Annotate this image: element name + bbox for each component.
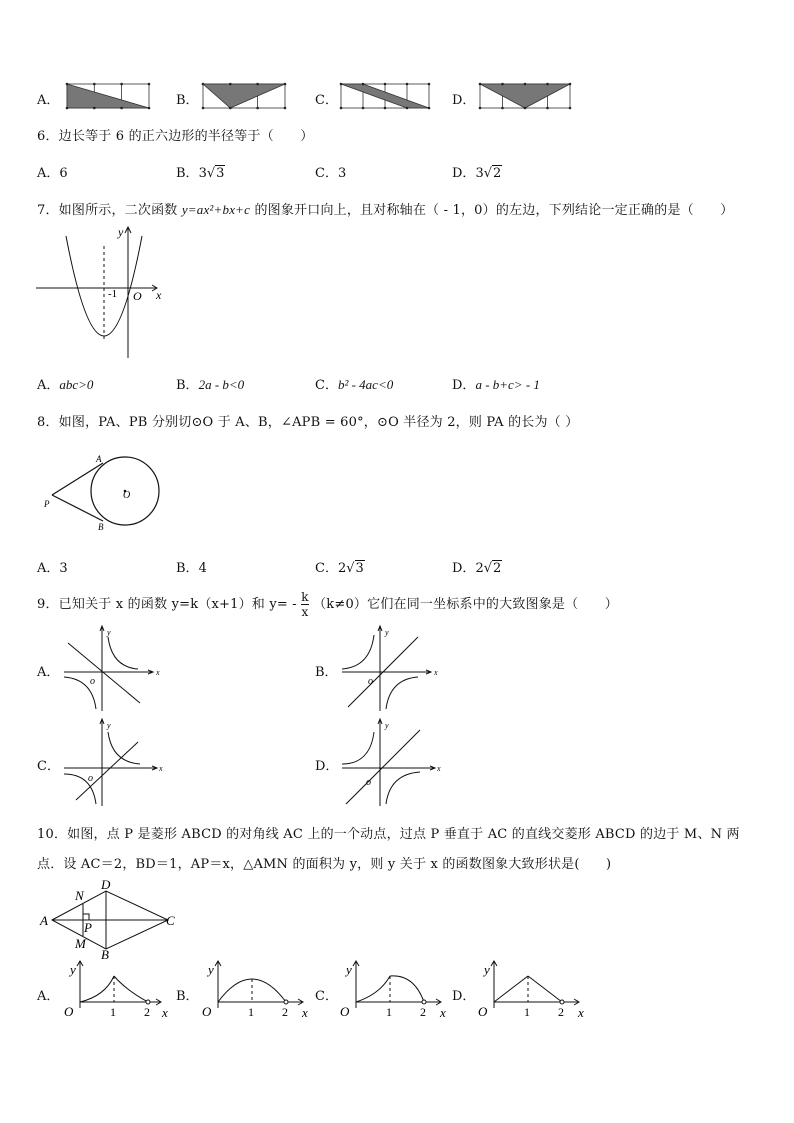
q10-b-origin-label: O — [202, 1004, 212, 1019]
q8-option-c-coef: 2 — [337, 561, 347, 576]
q10-d-tick-1: 1 — [524, 1005, 530, 1019]
q9-text-pre: 9．已知关于 x 的函数 y=k（x+1）和 y= - — [37, 597, 297, 612]
q7-option-c[interactable] — [315, 374, 393, 393]
q6-question-text: 6．边长等于 6 的正六边形的半径等于（ ） — [37, 129, 314, 144]
q10-a-tick-1: 1 — [110, 1005, 116, 1019]
q10-option-a-graph — [60, 958, 180, 1020]
q9-a-x-label: x — [156, 668, 160, 677]
q10-point-b-label: B — [101, 947, 109, 962]
q6-option-d-radicand: 2 — [493, 166, 502, 181]
q10-c-y-label: y — [346, 962, 352, 977]
q8-option-a[interactable] — [37, 557, 68, 576]
q6-option-b-coef: 3 — [198, 166, 207, 181]
q10-c-x-label: x — [440, 1005, 446, 1020]
q7-parabola-graph — [36, 224, 166, 360]
q8-tangent-circle-figure — [40, 450, 165, 535]
q9-option-d-label[interactable]: D． — [315, 759, 339, 774]
q6-option-d-label: D． — [452, 166, 476, 181]
q9-option-b-graph — [338, 625, 448, 715]
q8-option-d[interactable] — [452, 557, 502, 576]
q10-point-m-label: M — [75, 936, 86, 951]
q9-fraction-numerator: k — [301, 590, 309, 604]
q10-point-a-label: A — [40, 913, 48, 928]
q7-option-b-label: B． — [176, 378, 199, 393]
sqrt-icon: √2 — [483, 166, 502, 181]
q7-option-c-label: C． — [315, 378, 338, 393]
q5-option-a-figure — [66, 83, 152, 111]
q8-point-p-label: P — [44, 499, 50, 509]
q7-function: y=ax²+bx+c — [181, 202, 251, 217]
q9-fraction — [301, 590, 308, 619]
q9-option-d-graph — [338, 718, 448, 808]
q7-minus-one-label: -1 — [108, 288, 118, 300]
sqrt-icon: √3 — [346, 561, 364, 576]
q7-option-b[interactable] — [176, 374, 244, 393]
q8-option-b-label: B． — [176, 561, 199, 576]
q9-d-origin-label: o — [366, 777, 371, 788]
q9-question-text — [37, 590, 618, 619]
q10-c-tick-2: 2 — [420, 1005, 426, 1019]
q10-c-origin-label: O — [340, 1004, 350, 1019]
q10-option-d-label[interactable]: D． — [452, 989, 476, 1004]
q10-point-c-label: C — [166, 913, 175, 928]
q9-option-c-label[interactable]: C． — [37, 759, 60, 774]
q10-question-line-2: 点．设 AC＝2，BD＝1，AP＝x，△AMN 的面积为 y，则 y 关于 x 的函数图象大致形状是( ) — [37, 857, 612, 872]
q9-b-y-label: y — [385, 628, 389, 637]
q9-d-x-label: x — [437, 764, 441, 773]
q7-option-b-value: 2a - b<0 — [198, 377, 245, 392]
q10-b-y-label: y — [208, 962, 214, 977]
q10-d-tick-2: 2 — [558, 1005, 564, 1019]
q6-option-c-label: C． — [315, 166, 338, 181]
q8-option-c-label: C． — [315, 561, 338, 576]
q9-fraction-denominator: x — [301, 605, 309, 619]
q9-c-x-label: x — [159, 764, 163, 773]
q8-option-a-label: A． — [37, 561, 60, 576]
q10-option-b-graph — [198, 958, 318, 1020]
q9-a-origin-label: o — [90, 676, 95, 687]
q10-c-tick-1: 1 — [386, 1005, 392, 1019]
q7-text-pre: 7．如图所示，二次函数 — [37, 203, 182, 218]
q10-point-d-label: D — [101, 877, 111, 892]
q9-c-origin-label: o — [88, 773, 93, 784]
q9-text-post: （k≠0）它们在同一坐标系中的大致图象是（ ） — [313, 597, 618, 612]
q6-option-b-radicand: 3 — [216, 166, 225, 181]
q10-b-x-label: x — [302, 1005, 308, 1020]
q9-d-y-label: y — [385, 721, 389, 730]
q10-option-b-label[interactable]: B． — [176, 989, 199, 1004]
q7-y-axis-label: y — [118, 225, 124, 239]
q7-x-axis-label: x — [156, 288, 162, 302]
q8-option-b[interactable] — [176, 557, 207, 576]
q8-question-text: 8．如图，PA、PB 分别切⊙O 于 A、B，∠APB = 60°，⊙O 半径为 2，则 PA 的长为（ ） — [37, 415, 579, 430]
q6-option-d-coef: 3 — [475, 166, 484, 181]
q9-option-b-label[interactable]: B． — [315, 665, 338, 680]
q8-option-c[interactable] — [315, 557, 365, 576]
q10-question-line-1: 10．如图，点 P 是菱形 ABCD 的对角线 AC 上的一个动点，过点 P 垂直于 AC 的直线交菱形 ABCD 的边于 M、N 两 — [37, 827, 740, 842]
q9-option-a-graph — [60, 625, 170, 715]
q5-option-c-figure — [340, 83, 432, 111]
q6-option-a[interactable] — [37, 162, 68, 181]
q6-option-b-label: B． — [176, 166, 199, 181]
q10-option-d-graph — [474, 958, 594, 1020]
q9-option-c-graph — [60, 718, 170, 808]
q7-option-d[interactable] — [452, 374, 540, 393]
q10-rhombus-figure — [38, 876, 183, 962]
q10-a-origin-label: O — [64, 1004, 74, 1019]
q10-a-tick-2: 2 — [144, 1005, 150, 1019]
q6-option-b[interactable] — [176, 162, 225, 181]
q8-option-d-radicand: 2 — [493, 561, 502, 576]
q7-option-c-value: b² - 4ac<0 — [337, 377, 394, 392]
q6-option-c-value: 3 — [337, 166, 347, 181]
q8-option-a-value: 3 — [59, 561, 68, 576]
q5-option-d-figure — [479, 83, 573, 111]
sqrt-icon: √3 — [206, 166, 225, 181]
q7-option-a-label: A． — [37, 378, 60, 393]
q10-d-y-label: y — [484, 962, 490, 977]
q8-point-a-label: A — [96, 454, 102, 464]
q10-a-x-label: x — [162, 1005, 168, 1020]
q8-option-d-coef: 2 — [475, 561, 484, 576]
sqrt-icon: √2 — [483, 561, 502, 576]
q5-option-b-figure — [202, 83, 288, 111]
q10-option-a-label[interactable]: A． — [37, 989, 60, 1004]
q9-b-origin-label: o — [368, 676, 373, 687]
q9-c-y-label: y — [107, 721, 111, 730]
q6-option-a-label: A． — [37, 166, 60, 181]
q10-d-origin-label: O — [478, 1004, 488, 1019]
q8-option-c-radicand: 3 — [355, 561, 364, 576]
q8-option-d-label: D． — [452, 561, 476, 576]
q9-a-y-label: y — [107, 628, 111, 637]
q10-d-x-label: x — [578, 1005, 584, 1020]
q5-option-b-label[interactable]: B． — [176, 93, 199, 108]
q6-option-a-value: 6 — [59, 166, 68, 181]
q10-b-tick-1: 1 — [248, 1005, 254, 1019]
q6-option-c[interactable] — [315, 162, 346, 181]
q8-point-o-label: O — [123, 490, 131, 501]
q6-option-d[interactable] — [452, 162, 502, 181]
q8-option-b-value: 4 — [198, 561, 207, 576]
q8-point-b-label: B — [98, 522, 104, 532]
q7-origin-label: O — [133, 289, 142, 303]
q9-option-a-label[interactable]: A． — [37, 665, 60, 680]
q7-option-d-value: a - b+c> - 1 — [475, 377, 540, 392]
q10-b-tick-2: 2 — [282, 1005, 288, 1019]
q7-text-post: 的图象开口向上，且对称轴在（ - 1，0）的左边，下列结论一定正确的是（ ） — [250, 203, 734, 218]
q10-option-c-label[interactable]: C． — [315, 989, 338, 1004]
q10-a-y-label: y — [70, 962, 76, 977]
q10-point-n-label: N — [75, 888, 84, 903]
q10-option-c-graph — [336, 958, 456, 1020]
q9-b-x-label: x — [434, 668, 438, 677]
q5-option-a-label[interactable]: A． — [37, 93, 60, 108]
q7-option-a-value: abc>0 — [59, 377, 94, 392]
q7-option-a[interactable] — [37, 374, 93, 393]
q7-question-text — [37, 199, 733, 218]
q10-point-p-label: P — [84, 920, 92, 935]
q7-option-d-label: D． — [452, 378, 476, 393]
q5-option-c-label[interactable]: C． — [315, 93, 338, 108]
q5-option-d-label[interactable]: D． — [452, 93, 476, 108]
